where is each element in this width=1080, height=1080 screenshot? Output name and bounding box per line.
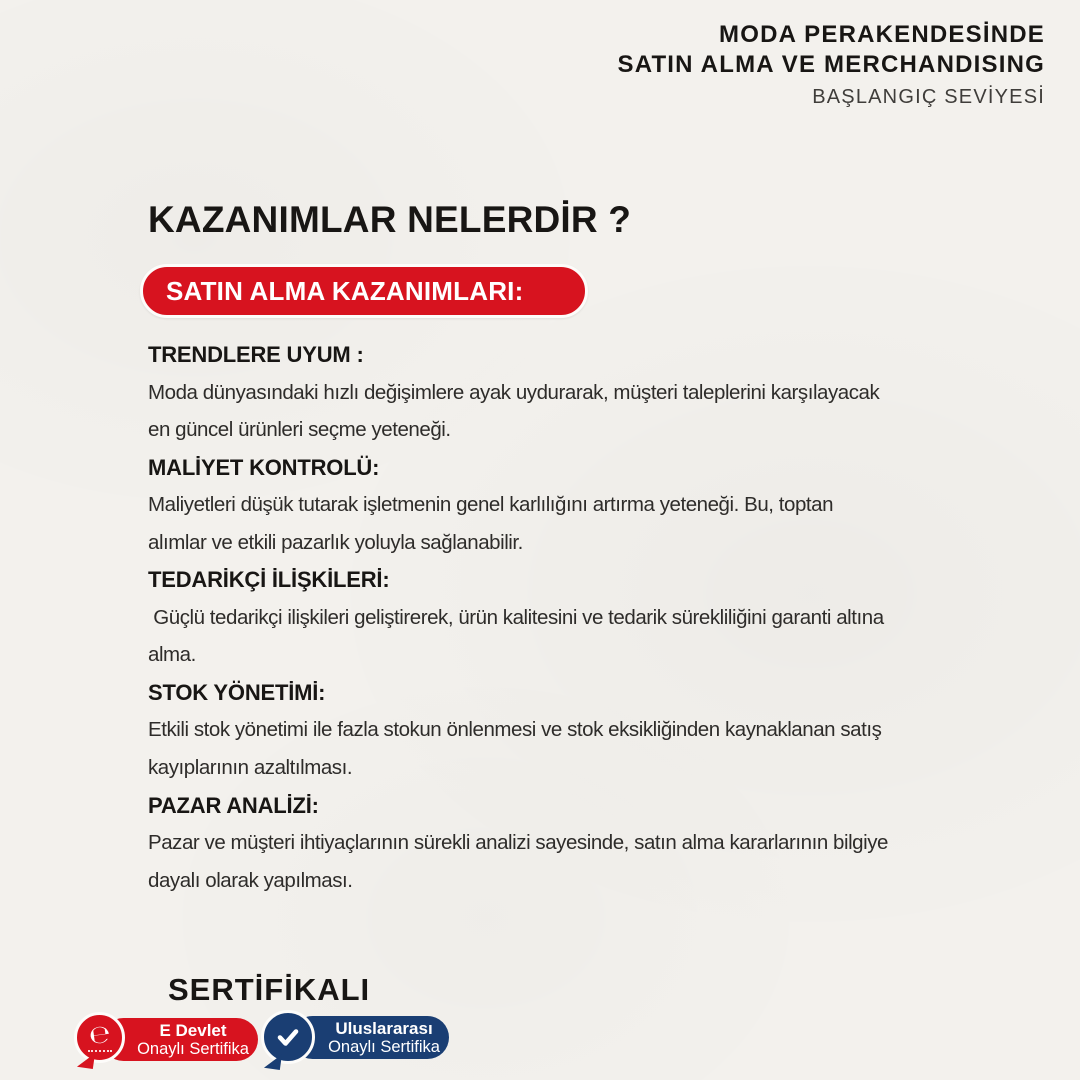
- international-badge-title: Uluslararası: [335, 1018, 433, 1038]
- edevlet-certificate-badge: [74, 1012, 258, 1068]
- course-level: BAŞLANGIÇ SEVİYESİ: [812, 86, 1045, 108]
- benefit-text-line: Etkili stok yönetimi ile fazla stokun önlenmesi ve stok eksikliğinden kaynaklanan satış: [148, 718, 882, 742]
- benefit-text-line: Maliyetleri düşük tutarak işletmenin genel karlılığını artırma yeteneği. Bu, toptan: [148, 493, 834, 517]
- edevlet-badge-subtitle: Onaylı Sertifika: [137, 1039, 249, 1058]
- edevlet-logo-icon: [74, 1012, 125, 1063]
- course-header: [617, 20, 1045, 109]
- benefit-section-maliyet-kontrolu: [148, 449, 1048, 562]
- benefit-heading: PAZAR ANALİZİ:: [148, 792, 319, 818]
- course-title-line2: SATIN ALMA VE MERCHANDISING: [617, 51, 1045, 78]
- check-icon: [261, 1010, 315, 1064]
- edevlet-badge-title: E Devlet: [159, 1020, 227, 1040]
- benefit-heading: MALİYET KONTROLÜ:: [148, 454, 380, 480]
- benefit-text-line: Moda dünyasındaki hızlı değişimlere ayak uydurarak, müşteri taleplerini karşılayacak: [148, 380, 880, 404]
- section-badge-label: SATIN ALMA KAZANIMLARI:: [166, 275, 524, 306]
- international-certificate-badge: [261, 1010, 449, 1066]
- benefit-text-line: kayıplarının azaltılması.: [148, 756, 353, 780]
- benefit-section-trendlere-uyum: [148, 336, 1048, 449]
- benefit-text-line: alımlar ve etkili pazarlık yoluyla sağlanabilir.: [148, 530, 523, 554]
- benefit-text-line: Güçlü tedarikçi ilişkileri geliştirerek, ürün kalitesini ve tedarik sürekliliğini garanti altına: [148, 605, 884, 629]
- section-badge: [140, 264, 588, 318]
- benefits-list: [148, 336, 1048, 899]
- benefit-text-line: Pazar ve müşteri ihtiyaçlarının sürekli analizi sayesinde, satın alma kararlarının bilgiye: [148, 831, 888, 855]
- international-badge-subtitle: Onaylı Sertifika: [328, 1037, 440, 1056]
- page-title: KAZANIMLAR NELERDİR ?: [148, 199, 632, 240]
- certified-heading: SERTİFİKALI: [168, 972, 371, 1007]
- benefit-section-stok-yonetimi: [148, 674, 1048, 787]
- edevlet-badge-pill: [102, 1018, 258, 1061]
- edevlet-e-glyph: ℮: [86, 1018, 113, 1051]
- benefit-heading: STOK YÖNETİMİ:: [148, 679, 326, 705]
- benefit-text-line: dayalı olarak yapılması.: [148, 868, 353, 892]
- benefit-section-tedarikci-iliskileri: [148, 561, 1048, 674]
- course-title-line1: MODA PERAKENDESİNDE: [719, 21, 1045, 48]
- benefit-text-line: en güncel ürünleri seçme yeteneği.: [148, 418, 451, 442]
- benefit-text-line: alma.: [148, 643, 196, 667]
- benefit-heading: TRENDLERE UYUM :: [148, 342, 364, 367]
- benefit-section-pazar-analizi: [148, 787, 1048, 900]
- benefit-heading: TEDARİKÇİ İLİŞKİLERİ:: [148, 567, 390, 593]
